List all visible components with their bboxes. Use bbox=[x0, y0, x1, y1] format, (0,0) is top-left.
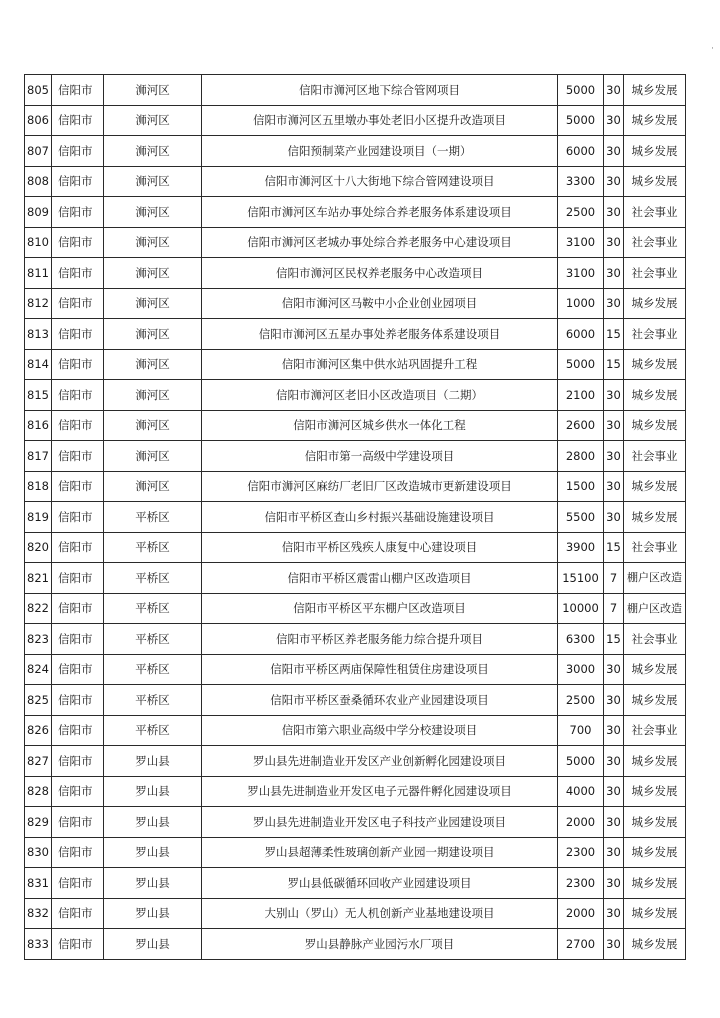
years-cell: 30 bbox=[604, 197, 624, 228]
row-number-cell: 831 bbox=[25, 868, 52, 899]
county-cell: 浉河区 bbox=[104, 258, 202, 289]
table-row bbox=[25, 685, 686, 716]
table-row bbox=[25, 624, 686, 655]
county-cell: 浉河区 bbox=[104, 441, 202, 472]
city-cell: 信阳市 bbox=[52, 380, 104, 411]
project-name-cell: 信阳市浉河区城乡供水一体化工程 bbox=[202, 410, 558, 441]
years-cell: 7 bbox=[604, 563, 624, 594]
amount-cell: 3000 bbox=[558, 654, 604, 685]
table-row bbox=[25, 258, 686, 289]
project-name-cell: 罗山县低碳循环回收产业园建设项目 bbox=[202, 868, 558, 899]
table-row bbox=[25, 471, 686, 502]
amount-cell: 4000 bbox=[558, 776, 604, 807]
category-cell: 城乡发展 bbox=[624, 685, 686, 716]
amount-cell: 2300 bbox=[558, 837, 604, 868]
category-cell: 城乡发展 bbox=[624, 75, 686, 106]
project-name-cell: 信阳市浉河区集中供水站巩固提升工程 bbox=[202, 349, 558, 380]
county-cell: 浉河区 bbox=[104, 349, 202, 380]
county-cell: 浉河区 bbox=[104, 319, 202, 350]
amount-cell: 3900 bbox=[558, 532, 604, 563]
project-name-cell: 罗山县先进制造业开发区电子元器件孵化园建设项目 bbox=[202, 776, 558, 807]
row-number-cell: 805 bbox=[25, 75, 52, 106]
years-cell: 30 bbox=[604, 746, 624, 777]
row-number-cell: 826 bbox=[25, 715, 52, 746]
amount-cell: 6000 bbox=[558, 136, 604, 167]
project-name-cell: 信阳市浉河区五里墩办事处老旧小区提升改造项目 bbox=[202, 105, 558, 136]
amount-cell: 5000 bbox=[558, 75, 604, 106]
years-cell: 30 bbox=[604, 105, 624, 136]
county-cell: 浉河区 bbox=[104, 410, 202, 441]
category-cell: 社会事业 bbox=[624, 227, 686, 258]
row-number-cell: 806 bbox=[25, 105, 52, 136]
category-cell: 城乡发展 bbox=[624, 776, 686, 807]
project-name-cell: 信阳市浉河区老旧小区改造项目（二期） bbox=[202, 380, 558, 411]
amount-cell: 5000 bbox=[558, 349, 604, 380]
amount-cell: 1500 bbox=[558, 471, 604, 502]
years-cell: 30 bbox=[604, 502, 624, 533]
category-cell: 城乡发展 bbox=[624, 349, 686, 380]
row-number-cell: 828 bbox=[25, 776, 52, 807]
city-cell: 信阳市 bbox=[52, 502, 104, 533]
table-row bbox=[25, 898, 686, 929]
project-table-container bbox=[24, 74, 686, 960]
city-cell: 信阳市 bbox=[52, 898, 104, 929]
county-cell: 平桥区 bbox=[104, 654, 202, 685]
amount-cell: 1000 bbox=[558, 288, 604, 319]
project-name-cell: 信阳市平桥区蚕桑循环农业产业园建设项目 bbox=[202, 685, 558, 716]
project-name-cell: 罗山县静脉产业园污水厂项目 bbox=[202, 929, 558, 960]
table-row bbox=[25, 105, 686, 136]
table-row bbox=[25, 380, 686, 411]
category-cell: 社会事业 bbox=[624, 624, 686, 655]
years-cell: 30 bbox=[604, 868, 624, 899]
years-cell: 30 bbox=[604, 166, 624, 197]
project-name-cell: 信阳预制菜产业园建设项目（一期） bbox=[202, 136, 558, 167]
years-cell: 30 bbox=[604, 380, 624, 411]
project-name-cell: 信阳市平桥区养老服务能力综合提升项目 bbox=[202, 624, 558, 655]
category-cell: 城乡发展 bbox=[624, 410, 686, 441]
city-cell: 信阳市 bbox=[52, 166, 104, 197]
amount-cell: 2300 bbox=[558, 868, 604, 899]
category-cell: 城乡发展 bbox=[624, 746, 686, 777]
years-cell: 30 bbox=[604, 898, 624, 929]
amount-cell: 3100 bbox=[558, 227, 604, 258]
city-cell: 信阳市 bbox=[52, 105, 104, 136]
amount-cell: 5000 bbox=[558, 105, 604, 136]
category-cell: 城乡发展 bbox=[624, 136, 686, 167]
city-cell: 信阳市 bbox=[52, 593, 104, 624]
row-number-cell: 818 bbox=[25, 471, 52, 502]
project-name-cell: 罗山县先进制造业开发区产业创新孵化园建设项目 bbox=[202, 746, 558, 777]
project-name-cell: 信阳市浉河区地下综合管网项目 bbox=[202, 75, 558, 106]
row-number-cell: 811 bbox=[25, 258, 52, 289]
years-cell: 30 bbox=[604, 654, 624, 685]
project-name-cell: 信阳市浉河区马鞍中小企业创业园项目 bbox=[202, 288, 558, 319]
row-number-cell: 807 bbox=[25, 136, 52, 167]
years-cell: 15 bbox=[604, 532, 624, 563]
county-cell: 罗山县 bbox=[104, 929, 202, 960]
project-name-cell: 信阳市浉河区车站办事处综合养老服务体系建设项目 bbox=[202, 197, 558, 228]
amount-cell: 6000 bbox=[558, 319, 604, 350]
amount-cell: 3300 bbox=[558, 166, 604, 197]
category-cell: 城乡发展 bbox=[624, 654, 686, 685]
amount-cell: 15100 bbox=[558, 563, 604, 594]
project-name-cell: 信阳市浉河区麻纺厂老旧厂区改造城市更新建设项目 bbox=[202, 471, 558, 502]
city-cell: 信阳市 bbox=[52, 715, 104, 746]
category-cell: 城乡发展 bbox=[624, 288, 686, 319]
city-cell: 信阳市 bbox=[52, 563, 104, 594]
years-cell: 30 bbox=[604, 685, 624, 716]
county-cell: 平桥区 bbox=[104, 624, 202, 655]
years-cell: 30 bbox=[604, 227, 624, 258]
table-row bbox=[25, 136, 686, 167]
county-cell: 浉河区 bbox=[104, 471, 202, 502]
category-cell: 城乡发展 bbox=[624, 837, 686, 868]
county-cell: 浉河区 bbox=[104, 288, 202, 319]
years-cell: 30 bbox=[604, 441, 624, 472]
table-row bbox=[25, 349, 686, 380]
amount-cell: 2600 bbox=[558, 410, 604, 441]
city-cell: 信阳市 bbox=[52, 532, 104, 563]
table-row bbox=[25, 532, 686, 563]
table-row bbox=[25, 868, 686, 899]
project-name-cell: 罗山县先进制造业开发区电子科技产业园建设项目 bbox=[202, 807, 558, 838]
city-cell: 信阳市 bbox=[52, 654, 104, 685]
amount-cell: 700 bbox=[558, 715, 604, 746]
table-row bbox=[25, 410, 686, 441]
project-name-cell: 信阳市平桥区震雷山棚户区改造项目 bbox=[202, 563, 558, 594]
years-cell: 30 bbox=[604, 715, 624, 746]
county-cell: 浉河区 bbox=[104, 136, 202, 167]
amount-cell: 2100 bbox=[558, 380, 604, 411]
years-cell: 30 bbox=[604, 807, 624, 838]
years-cell: 30 bbox=[604, 776, 624, 807]
table-row bbox=[25, 319, 686, 350]
row-number-cell: 821 bbox=[25, 563, 52, 594]
row-number-cell: 814 bbox=[25, 349, 52, 380]
category-cell: 棚户区改造 bbox=[624, 563, 686, 594]
table-row bbox=[25, 715, 686, 746]
county-cell: 罗山县 bbox=[104, 776, 202, 807]
table-row bbox=[25, 929, 686, 960]
table-row bbox=[25, 776, 686, 807]
table-row bbox=[25, 654, 686, 685]
category-cell: 社会事业 bbox=[624, 441, 686, 472]
category-cell: 城乡发展 bbox=[624, 105, 686, 136]
amount-cell: 2000 bbox=[558, 807, 604, 838]
row-number-cell: 819 bbox=[25, 502, 52, 533]
project-name-cell: 信阳市平桥区残疾人康复中心建设项目 bbox=[202, 532, 558, 563]
category-cell: 城乡发展 bbox=[624, 502, 686, 533]
city-cell: 信阳市 bbox=[52, 258, 104, 289]
row-number-cell: 833 bbox=[25, 929, 52, 960]
category-cell: 城乡发展 bbox=[624, 380, 686, 411]
city-cell: 信阳市 bbox=[52, 410, 104, 441]
city-cell: 信阳市 bbox=[52, 75, 104, 106]
years-cell: 30 bbox=[604, 929, 624, 960]
city-cell: 信阳市 bbox=[52, 624, 104, 655]
category-cell: 社会事业 bbox=[624, 715, 686, 746]
row-number-cell: 812 bbox=[25, 288, 52, 319]
table-row bbox=[25, 75, 686, 106]
amount-cell: 10000 bbox=[558, 593, 604, 624]
row-number-cell: 808 bbox=[25, 166, 52, 197]
county-cell: 浉河区 bbox=[104, 105, 202, 136]
project-name-cell: 信阳市浉河区五星办事处养老服务体系建设项目 bbox=[202, 319, 558, 350]
project-name-cell: 罗山县超薄柔性玻璃创新产业园一期建设项目 bbox=[202, 837, 558, 868]
project-name-cell: 信阳市平桥区平东棚户区改造项目 bbox=[202, 593, 558, 624]
county-cell: 平桥区 bbox=[104, 502, 202, 533]
category-cell: 城乡发展 bbox=[624, 166, 686, 197]
project-name-cell: 信阳市浉河区老城办事处综合养老服务中心建设项目 bbox=[202, 227, 558, 258]
years-cell: 15 bbox=[604, 624, 624, 655]
project-name-cell: 信阳市浉河区十八大街地下综合管网建设项目 bbox=[202, 166, 558, 197]
corner-mark: · bbox=[711, 44, 714, 54]
category-cell: 城乡发展 bbox=[624, 471, 686, 502]
county-cell: 浉河区 bbox=[104, 166, 202, 197]
amount-cell: 2700 bbox=[558, 929, 604, 960]
table-row bbox=[25, 227, 686, 258]
table-row bbox=[25, 288, 686, 319]
county-cell: 平桥区 bbox=[104, 593, 202, 624]
category-cell: 城乡发展 bbox=[624, 929, 686, 960]
project-name-cell: 信阳市第六职业高级中学分校建设项目 bbox=[202, 715, 558, 746]
years-cell: 30 bbox=[604, 837, 624, 868]
city-cell: 信阳市 bbox=[52, 288, 104, 319]
category-cell: 城乡发展 bbox=[624, 807, 686, 838]
county-cell: 平桥区 bbox=[104, 715, 202, 746]
row-number-cell: 830 bbox=[25, 837, 52, 868]
row-number-cell: 820 bbox=[25, 532, 52, 563]
row-number-cell: 816 bbox=[25, 410, 52, 441]
row-number-cell: 809 bbox=[25, 197, 52, 228]
county-cell: 浉河区 bbox=[104, 75, 202, 106]
county-cell: 罗山县 bbox=[104, 868, 202, 899]
amount-cell: 2500 bbox=[558, 197, 604, 228]
project-name-cell: 信阳市平桥区两庙保障性租赁住房建设项目 bbox=[202, 654, 558, 685]
county-cell: 平桥区 bbox=[104, 685, 202, 716]
years-cell: 15 bbox=[604, 349, 624, 380]
amount-cell: 3100 bbox=[558, 258, 604, 289]
table-row bbox=[25, 807, 686, 838]
project-name-cell: 信阳市平桥区查山乡村振兴基础设施建设项目 bbox=[202, 502, 558, 533]
county-cell: 浉河区 bbox=[104, 380, 202, 411]
city-cell: 信阳市 bbox=[52, 685, 104, 716]
years-cell: 30 bbox=[604, 258, 624, 289]
project-table bbox=[24, 74, 686, 960]
row-number-cell: 827 bbox=[25, 746, 52, 777]
amount-cell: 2800 bbox=[558, 441, 604, 472]
row-number-cell: 829 bbox=[25, 807, 52, 838]
amount-cell: 2000 bbox=[558, 898, 604, 929]
city-cell: 信阳市 bbox=[52, 746, 104, 777]
city-cell: 信阳市 bbox=[52, 227, 104, 258]
county-cell: 罗山县 bbox=[104, 807, 202, 838]
county-cell: 平桥区 bbox=[104, 563, 202, 594]
project-name-cell: 信阳市第一高级中学建设项目 bbox=[202, 441, 558, 472]
row-number-cell: 832 bbox=[25, 898, 52, 929]
row-number-cell: 810 bbox=[25, 227, 52, 258]
table-row bbox=[25, 563, 686, 594]
years-cell: 30 bbox=[604, 136, 624, 167]
city-cell: 信阳市 bbox=[52, 776, 104, 807]
amount-cell: 5000 bbox=[558, 746, 604, 777]
city-cell: 信阳市 bbox=[52, 349, 104, 380]
city-cell: 信阳市 bbox=[52, 929, 104, 960]
city-cell: 信阳市 bbox=[52, 136, 104, 167]
row-number-cell: 817 bbox=[25, 441, 52, 472]
city-cell: 信阳市 bbox=[52, 197, 104, 228]
project-name-cell: 大别山（罗山）无人机创新产业基地建设项目 bbox=[202, 898, 558, 929]
years-cell: 7 bbox=[604, 593, 624, 624]
years-cell: 30 bbox=[604, 75, 624, 106]
years-cell: 15 bbox=[604, 319, 624, 350]
category-cell: 棚户区改造 bbox=[624, 593, 686, 624]
row-number-cell: 815 bbox=[25, 380, 52, 411]
row-number-cell: 813 bbox=[25, 319, 52, 350]
county-cell: 罗山县 bbox=[104, 746, 202, 777]
category-cell: 社会事业 bbox=[624, 532, 686, 563]
row-number-cell: 822 bbox=[25, 593, 52, 624]
years-cell: 30 bbox=[604, 410, 624, 441]
county-cell: 罗山县 bbox=[104, 837, 202, 868]
table-row bbox=[25, 197, 686, 228]
table-row bbox=[25, 593, 686, 624]
table-row bbox=[25, 746, 686, 777]
county-cell: 罗山县 bbox=[104, 898, 202, 929]
county-cell: 浉河区 bbox=[104, 197, 202, 228]
table-row bbox=[25, 441, 686, 472]
city-cell: 信阳市 bbox=[52, 441, 104, 472]
city-cell: 信阳市 bbox=[52, 319, 104, 350]
table-row bbox=[25, 166, 686, 197]
years-cell: 30 bbox=[604, 288, 624, 319]
project-name-cell: 信阳市浉河区民权养老服务中心改造项目 bbox=[202, 258, 558, 289]
amount-cell: 6300 bbox=[558, 624, 604, 655]
city-cell: 信阳市 bbox=[52, 837, 104, 868]
county-cell: 浉河区 bbox=[104, 227, 202, 258]
row-number-cell: 823 bbox=[25, 624, 52, 655]
row-number-cell: 824 bbox=[25, 654, 52, 685]
amount-cell: 2500 bbox=[558, 685, 604, 716]
category-cell: 社会事业 bbox=[624, 258, 686, 289]
category-cell: 城乡发展 bbox=[624, 898, 686, 929]
city-cell: 信阳市 bbox=[52, 868, 104, 899]
table-row bbox=[25, 502, 686, 533]
category-cell: 城乡发展 bbox=[624, 868, 686, 899]
row-number-cell: 825 bbox=[25, 685, 52, 716]
county-cell: 平桥区 bbox=[104, 532, 202, 563]
category-cell: 社会事业 bbox=[624, 197, 686, 228]
table-row bbox=[25, 837, 686, 868]
city-cell: 信阳市 bbox=[52, 471, 104, 502]
city-cell: 信阳市 bbox=[52, 807, 104, 838]
amount-cell: 5500 bbox=[558, 502, 604, 533]
years-cell: 30 bbox=[604, 471, 624, 502]
category-cell: 社会事业 bbox=[624, 319, 686, 350]
